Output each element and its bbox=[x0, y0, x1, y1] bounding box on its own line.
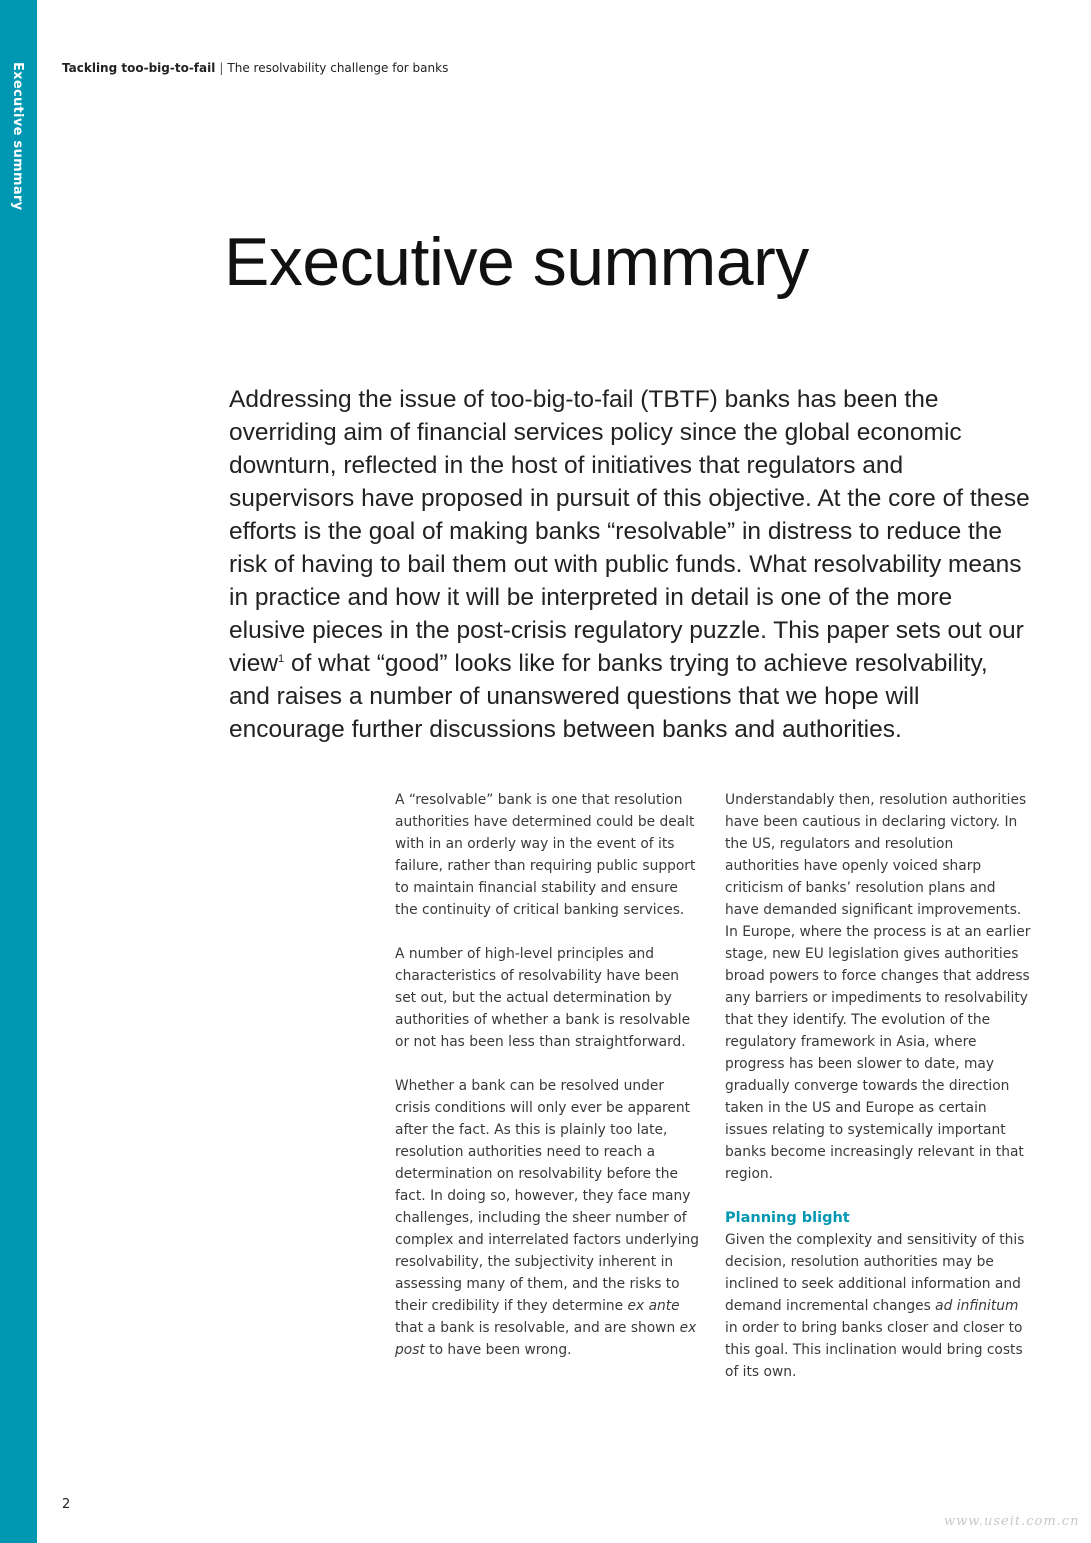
running-header bbox=[62, 61, 448, 75]
report-subtitle: The resolvability challenge for banks bbox=[227, 61, 449, 75]
body-paragraph bbox=[725, 1229, 1031, 1383]
body-text: Whether a bank can be resolved under crisis conditions will only ever be apparent after the fact. As this is plainly too late, resolution authorities need to reach a determination on resolvability before the fact. In doing so, however, they face many challenges, including the sheer number of complex and interrelated factors underlying resolvability, the subjectivity inherent in assessing many of them, and the risks to their credibility if they determine bbox=[395, 1078, 700, 1314]
body-text: Given the complexity and sensitivity of this decision, resolution authorities may be inclined to seek additional information and demand incremental changes bbox=[725, 1232, 1025, 1314]
emphasis-ex-post: ex post bbox=[395, 1320, 697, 1358]
header-separator: | bbox=[219, 61, 224, 75]
body-paragraph: A number of high-level principles and characteristics of resolvability have been set out, but the actual determination by authorities of whether a bank is resolvable or not has been less than straightforward. bbox=[395, 946, 691, 1050]
report-title: Tackling too-big-to-fail bbox=[62, 61, 216, 75]
emphasis-ad-infinitum: ad infinitum bbox=[935, 1298, 1019, 1314]
body-text: to have been wrong. bbox=[424, 1342, 572, 1358]
body-paragraph: Understandably then, resolution authorities have been cautious in declaring victory. In the US, regulators and resolution authorities have openly voiced sharp criticism of banks’ resolution plans and have demanded significant improvements. In Europe, where the process is at an earlier stage, new EU legislation gives authorities broad powers to force changes that address any barriers or impediments to resolvability that they identify. The evolution of the regulatory framework in Asia, where progress has been slower to date, may gradually converge towards the direction taken in the US and Europe as certain issues relating to systemically important banks become increasingly relevant in that region. bbox=[725, 792, 1031, 1182]
body-column-right bbox=[725, 789, 1031, 1405]
section-tab-label: Executive summary bbox=[10, 62, 25, 211]
lead-text-part2: of what “good” looks like for banks trying to achieve resolvability, and raises a number of unanswered questions that we hope will encourage further discussions between banks and authorities. bbox=[229, 650, 988, 743]
side-color-bar bbox=[0, 0, 37, 1543]
body-column-left bbox=[395, 789, 701, 1383]
section-heading: Planning blight bbox=[725, 1210, 850, 1226]
footnote-reference: 1 bbox=[278, 652, 285, 665]
body-paragraph: A “resolvable” bank is one that resolution authorities have determined could be dealt with in an orderly way in the event of its failure, rather than requiring public support to maintain financial stability and ensure the continuity of critical banking services. bbox=[395, 792, 696, 918]
body-text: that a bank is resolvable, and are shown bbox=[395, 1320, 680, 1336]
page-title: Executive summary bbox=[224, 224, 809, 300]
lead-text-part1: Addressing the issue of too-big-to-fail (TBTF) banks has been the overriding aim of financial services policy since the global economic downturn, reflected in the host of initiatives that regulators and supervisors have proposed in pursuit of this objective. At the core of these efforts is the goal of making banks “resolvable” in distress to reduce the risk of having to bail them out with public funds. What resolvability means in practice and how it will be interpreted in detail is one of the more elusive pieces in the post-crisis regulatory puzzle. This paper sets out our view bbox=[229, 386, 1030, 677]
emphasis-ex-ante: ex ante bbox=[627, 1298, 680, 1314]
page-number: 2 bbox=[62, 1497, 71, 1512]
body-text: in order to bring banks closer and closer to this goal. This inclination would bring costs of its own. bbox=[725, 1320, 1023, 1380]
body-paragraph bbox=[395, 1075, 701, 1361]
lead-paragraph bbox=[229, 383, 1034, 746]
watermark: www.useit.com.cn bbox=[944, 1514, 1080, 1529]
